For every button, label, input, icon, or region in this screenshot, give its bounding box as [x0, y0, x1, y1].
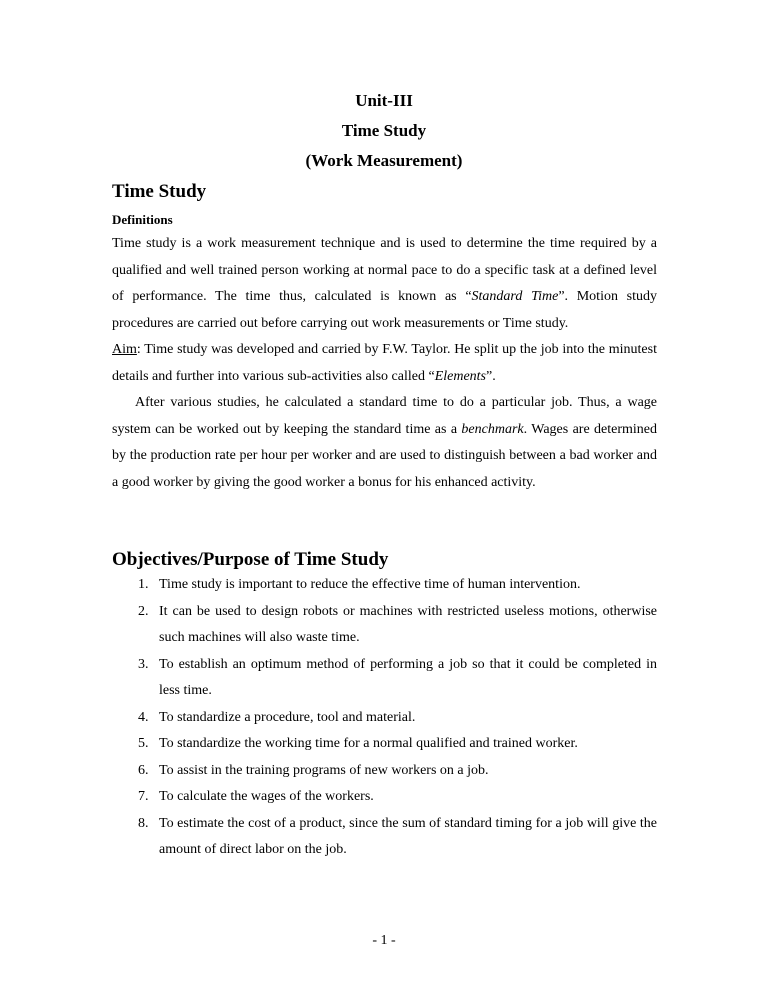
list-item: [138, 758, 657, 785]
list-item: [138, 784, 657, 811]
elements-term: Elements: [434, 368, 487, 384]
list-item-text: To estimate the cost of a product, since the sum of standard timing for a job will give the amount of direct labor on the job.: [159, 815, 657, 857]
list-item: [138, 705, 657, 732]
list-item-text: To standardize the working time for a normal qualified and trained worker.: [159, 736, 578, 751]
list-item: [138, 731, 657, 758]
list-item: [138, 652, 657, 705]
page-number: - 1 -: [372, 933, 396, 948]
objectives-list: [138, 572, 657, 864]
list-item-number: 8.: [138, 815, 149, 831]
definition-paragraph: [112, 231, 657, 337]
list-item-number: 2.: [138, 603, 149, 619]
list-item: [138, 811, 657, 864]
benchmark-term: benchmark: [461, 421, 524, 437]
list-item: [138, 599, 657, 652]
section-heading-time-study: Time Study: [112, 181, 207, 202]
paragraph-text-a: After various studies, he calculated a standard time to do a particular job. Thus, a wage system can be worked out by keeping the standard time as a: [112, 395, 657, 437]
list-item: [138, 572, 657, 599]
aim-label: Aim: [112, 342, 137, 357]
list-item-text: To standardize a procedure, tool and material.: [159, 709, 416, 725]
aim-paragraph: [112, 337, 657, 390]
list-item-text: It can be used to design robots or machines with restricted useless motions, otherwise such machines will also waste time.: [159, 603, 657, 645]
subheading-definitions: Definitions: [112, 212, 173, 227]
document-subtitle: (Work Measurement): [305, 151, 463, 170]
definition-text-a: Time study is a work measurement technique and is used to determine the time required by a qualified and well trained person working at normal pace to do a specific task at a defined level of performance. The time thus, calculated is known as “: [112, 236, 657, 304]
standard-time-paragraph: [112, 390, 657, 496]
list-item-number: 6.: [138, 762, 149, 778]
list-item-number: 5.: [138, 736, 149, 751]
list-item-text: To establish an optimum method of performing a job so that it could be completed in less time.: [159, 656, 657, 698]
list-item-number: 4.: [138, 709, 149, 725]
list-item-number: 7.: [138, 789, 149, 804]
document-title: Time Study: [341, 121, 427, 140]
aim-text-a: : Time study was developed and carried by F.W. Taylor. He split up the job into the minutest details and further into various sub-activities also called “: [112, 342, 657, 384]
list-item-text: To calculate the wages of the workers.: [159, 789, 374, 804]
list-item-text: To assist in the training programs of new workers on a job.: [159, 762, 489, 778]
aim-text-b: ”.: [486, 368, 496, 384]
list-item-number: 1.: [138, 577, 149, 592]
standard-time-term: Standard Time: [471, 289, 559, 304]
section-heading-objectives: Objectives/Purpose of Time Study: [112, 549, 389, 570]
list-item-number: 3.: [138, 656, 149, 672]
unit-title: Unit-III: [355, 91, 413, 110]
paragraph-text-b: . Wages are determined by the production rate per hour per worker and are used to distinguish between a bad worker and a good worker by giving the good worker a bonus for his enhanced activity.: [112, 421, 658, 490]
list-item-text: Time study is important to reduce the effective time of human intervention.: [159, 577, 581, 592]
definition-text-b: ”. Motion study procedures are carried out before carrying out work measurements or Time study.: [112, 289, 658, 331]
